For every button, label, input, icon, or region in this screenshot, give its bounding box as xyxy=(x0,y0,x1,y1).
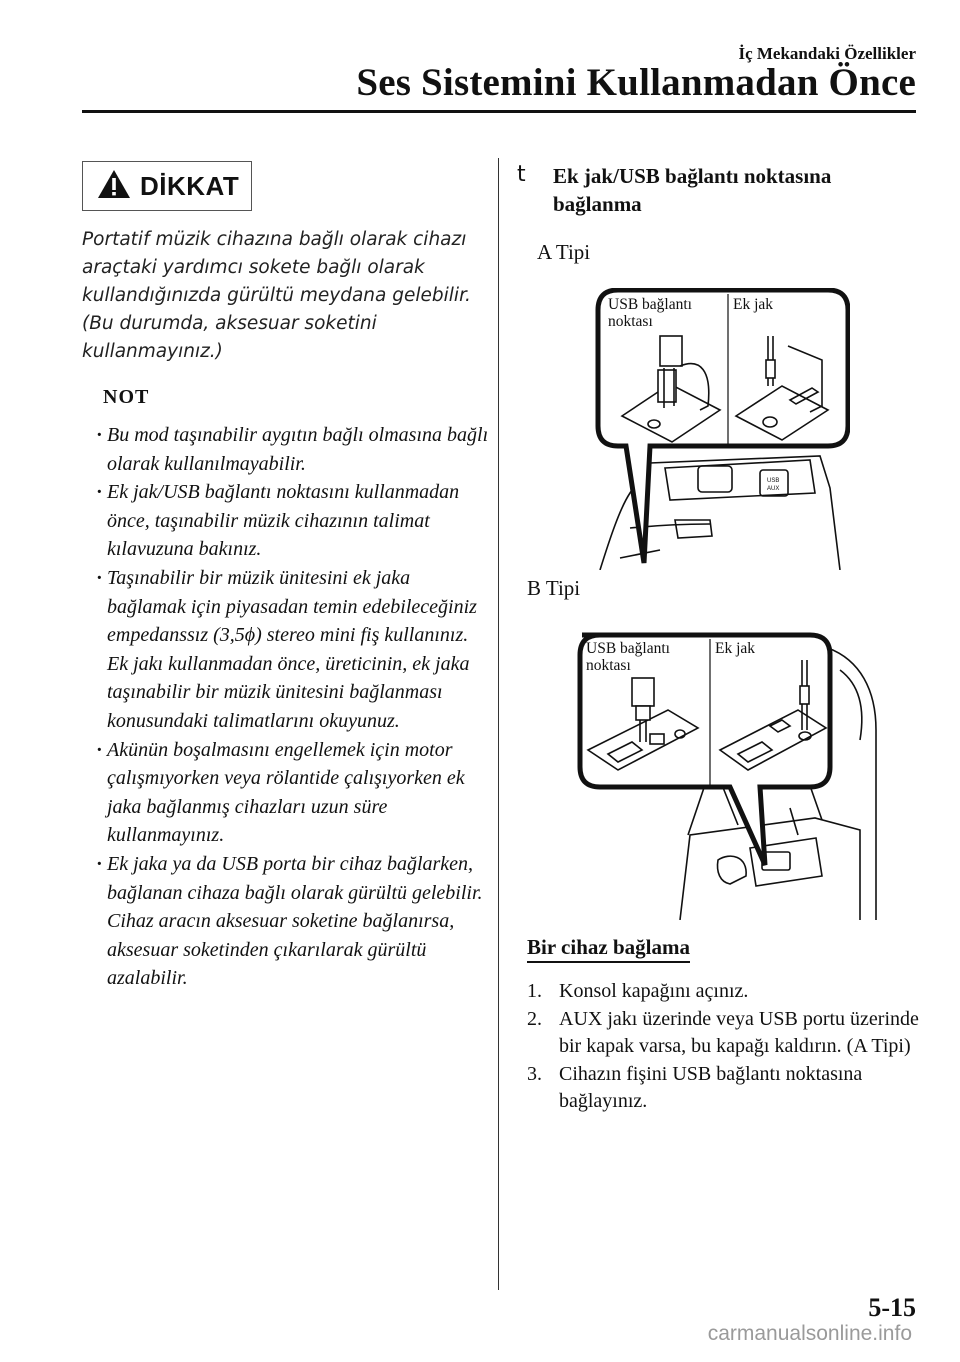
step-number: 2. xyxy=(527,1007,542,1030)
step-item xyxy=(527,978,927,1006)
section-name: İç Mekandaki Özellikler xyxy=(738,44,916,63)
step-item xyxy=(527,1061,927,1116)
caution-label: DİKKAT xyxy=(140,170,240,201)
aux-jack-label: Ek jak xyxy=(733,296,774,313)
connection-heading: Ek jak/USB bağlantı noktasına bağlanma xyxy=(553,164,832,216)
type-a-illustration xyxy=(560,288,850,570)
header-rule xyxy=(82,110,916,113)
column-divider xyxy=(498,158,499,1290)
note-item: · Ek jaka ya da USB porta bir cihaz bağlarken, bağlanan cihaza bağlı olarak gürültü gelebilir. Cihaz aracın aksesuar soketine bağlanırsa, aksesuar soketinden çıkarılarak gürültü azalabilir. xyxy=(96,850,492,993)
note-item: · Bu mod taşınabilir aygıtın bağlı olmasına bağlı olarak kullanılmayabilir. xyxy=(96,421,492,478)
step-list xyxy=(527,978,927,1116)
note-item: · Taşınabilir bir müzik ünitesini ek jaka bağlamak için piyasadan temin edebileceğiniz empedanssız (3,5ϕ) stereo mini fiş kullanınız. Ek jakı kullanmadan önce, üreticinin, ek jaka taşınabilir bir müzik ünitesini bağlanması konusundaki talimatlarını okuyunuz. xyxy=(96,564,492,736)
note-list xyxy=(96,421,492,993)
page-title: Ses Sistemini Kullanmadan Önce xyxy=(356,61,916,104)
step-number: 3. xyxy=(527,1062,542,1085)
step-text: AUX jakı üzerinde veya USB portu üzerinde bir kapak varsa, bu kapağı kaldırın. (A Tipi) xyxy=(559,1007,919,1058)
type-a-label: A Tipi xyxy=(537,240,591,264)
caution-box xyxy=(82,161,252,211)
watermark: carmanualsonline.info xyxy=(707,1322,912,1345)
type-b-label: B Tipi xyxy=(527,576,581,600)
device-heading: Bir cihaz bağlama xyxy=(527,935,690,963)
note-heading: NOT xyxy=(103,386,150,408)
port-usb-text: USB xyxy=(767,478,780,484)
step-text: Konsol kapağını açınız. xyxy=(559,980,749,1002)
warning-triangle-icon xyxy=(97,169,131,204)
caution-text: Portatif müzik cihazına bağlı olarak cihazı araçtaki yardımcı sokete bağlı olarak kullandığınızda gürültü meydana gelebilir. (Bu durumda, aksesuar soketini kullanmayınız.) xyxy=(82,229,471,362)
note-item: · Akünün boşalmasını engellemek için motor çalışmıyorken veya rölantide çalışıyorken ek jaka bağlanmış cihazları uzun süre kullanmayınız. xyxy=(96,736,492,850)
usb-port-label: USB bağlantı noktası xyxy=(586,640,670,674)
note-item: · Ek jak/USB bağlantı noktasını kullanmadan önce, taşınabilir müzik cihazının talimat kılavuzuna bakınız. xyxy=(96,478,492,564)
section-marker: t xyxy=(517,162,526,187)
step-item xyxy=(527,1006,927,1061)
aux-jack-label: Ek jak xyxy=(715,640,756,657)
step-text: Cihazın fişini USB bağlantı noktasına bağlayınız. xyxy=(559,1062,863,1113)
usb-port-label: USB bağlantı noktası xyxy=(608,296,692,330)
page-number: 5-15 xyxy=(868,1293,916,1322)
step-number: 1. xyxy=(527,980,542,1002)
port-aux-text: AUX xyxy=(767,486,780,492)
